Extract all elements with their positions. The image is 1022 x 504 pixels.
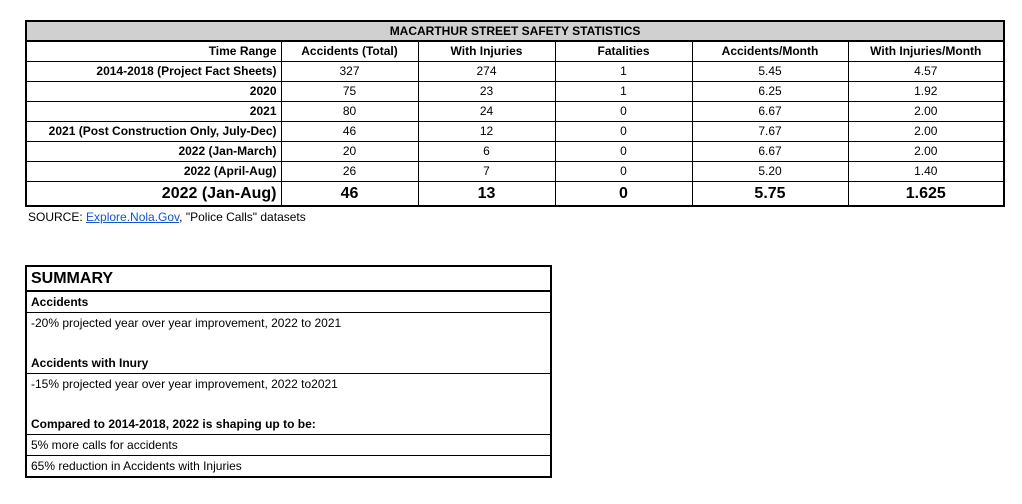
- column-header: Accidents/Month: [692, 41, 848, 62]
- table-cell: 12: [418, 122, 555, 142]
- table-row: [26, 142, 1004, 162]
- compare-line-2: 65% reduction in Accidents with Injuries: [31, 459, 242, 473]
- table-cell: 24: [418, 102, 555, 122]
- table-row: [26, 102, 1004, 122]
- table-total-row: [26, 182, 1004, 207]
- table-row: [26, 62, 1004, 82]
- table-cell: 1: [555, 62, 692, 82]
- column-header: Accidents (Total): [281, 41, 418, 62]
- spacer: [27, 333, 550, 353]
- total-cell: 46: [281, 182, 418, 207]
- table-cell: 23: [418, 82, 555, 102]
- injury-text: -15% projected year over year improvement, 2022 to2021: [31, 377, 338, 391]
- table-cell: 5.45: [692, 62, 848, 82]
- source-link[interactable]: Explore.Nola.Gov: [86, 210, 180, 224]
- table-cell: 1.92: [848, 82, 1004, 102]
- total-row-label: 2022 (Jan-Aug): [26, 182, 281, 207]
- injury-heading: Accidents with Inury: [27, 353, 550, 374]
- accidents-heading: Accidents: [27, 292, 550, 313]
- table-cell: 6.67: [692, 102, 848, 122]
- table-cell: 7.67: [692, 122, 848, 142]
- row-label: 2021: [26, 102, 281, 122]
- table-cell: 4.57: [848, 62, 1004, 82]
- table-cell: 6.67: [692, 142, 848, 162]
- table-row: [26, 162, 1004, 182]
- table-cell: 7: [418, 162, 555, 182]
- table-cell: 2.00: [848, 122, 1004, 142]
- table-cell: 80: [281, 102, 418, 122]
- total-cell: 0: [555, 182, 692, 207]
- table-cell: 0: [555, 122, 692, 142]
- compare-line-1: 5% more calls for accidents: [27, 435, 550, 456]
- column-header: With Injuries/Month: [848, 41, 1004, 62]
- total-cell: 1.625: [848, 182, 1004, 207]
- table-cell: 5.20: [692, 162, 848, 182]
- spacer: [27, 394, 550, 414]
- table-cell: 0: [555, 162, 692, 182]
- row-label: 2021 (Post Construction Only, July-Dec): [26, 122, 281, 142]
- row-label: 2014-2018 (Project Fact Sheets): [26, 62, 281, 82]
- table-cell: 2.00: [848, 102, 1004, 122]
- table-header-row: [26, 41, 1004, 62]
- table-cell: 6: [418, 142, 555, 162]
- table-row: [26, 82, 1004, 102]
- source-prefix: SOURCE:: [28, 210, 87, 224]
- source-suffix: , "Police Calls" datasets: [179, 210, 306, 224]
- row-label: 2022 (Jan-March): [26, 142, 281, 162]
- safety-statistics-table: [25, 20, 1005, 207]
- summary-title: SUMMARY: [27, 267, 550, 292]
- table-cell: 20: [281, 142, 418, 162]
- column-header: With Injuries: [418, 41, 555, 62]
- total-cell: 5.75: [692, 182, 848, 207]
- accidents-text: -20% projected year over year improvement, 2022 to 2021: [31, 316, 342, 330]
- table-title: MACARTHUR STREET SAFETY STATISTICS: [26, 21, 1004, 41]
- table-cell: 46: [281, 122, 418, 142]
- table-cell: 0: [555, 142, 692, 162]
- table-cell: 274: [418, 62, 555, 82]
- compare-heading: Compared to 2014-2018, 2022 is shaping up to be:: [27, 414, 550, 435]
- row-label: 2022 (April-Aug): [26, 162, 281, 182]
- table-cell: 6.25: [692, 82, 848, 102]
- source-note: [28, 210, 306, 224]
- column-header: Time Range: [26, 41, 281, 62]
- table-cell: 2.00: [848, 142, 1004, 162]
- table-cell: 327: [281, 62, 418, 82]
- table-cell: 0: [555, 102, 692, 122]
- column-header: Fatalities: [555, 41, 692, 62]
- table-cell: 1.40: [848, 162, 1004, 182]
- row-label: 2020: [26, 82, 281, 102]
- table-row: [26, 122, 1004, 142]
- table-cell: 26: [281, 162, 418, 182]
- summary-box: [25, 265, 552, 478]
- table-cell: 75: [281, 82, 418, 102]
- total-cell: 13: [418, 182, 555, 207]
- table-cell: 1: [555, 82, 692, 102]
